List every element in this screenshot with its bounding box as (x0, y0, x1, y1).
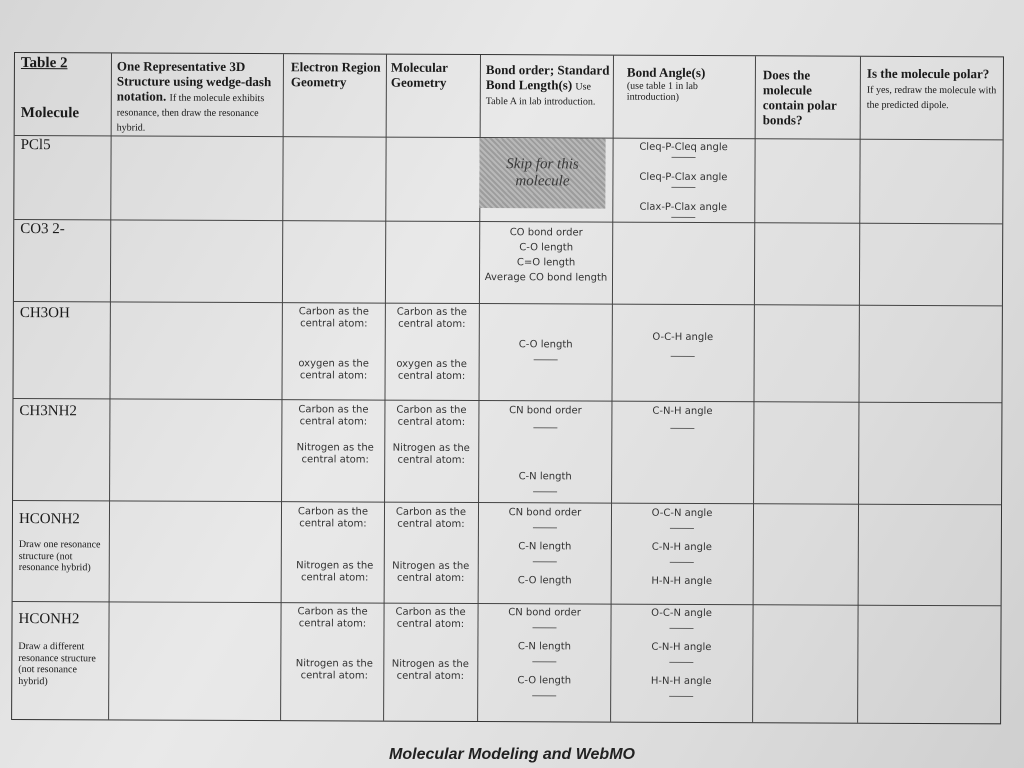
molecule-co3: CO3 2- (20, 221, 65, 238)
hconh2-a-molecular-carbon: Carbon as the central atom: (395, 506, 467, 530)
skip-box (479, 138, 605, 209)
table-2 (11, 52, 1004, 724)
answer-blank[interactable] (533, 427, 557, 428)
pcl5-angle-3 (614, 202, 752, 218)
answer-blank[interactable] (669, 695, 693, 696)
header-angle-note: (use table 1 in lab introduction) (626, 80, 698, 104)
answer-blank[interactable] (669, 661, 693, 662)
angle-label: Cleq-P-Cleq angle (639, 141, 728, 154)
molecule-hconh2-b: HCONH2 (18, 611, 80, 628)
ch3nh2-electron-carbon: Carbon as the central atom: (298, 404, 369, 428)
hconh2-a-molecular-nitrogen: Nitrogen as the central atom: (392, 560, 470, 584)
bond-label: CN bond order (509, 405, 582, 417)
hconh2-b-electron-carbon: Carbon as the central atom: (297, 606, 368, 630)
table-title: Table 2 (20, 55, 68, 72)
hconh2-a-bond-2 (479, 541, 611, 562)
hconh2-b-molecular-nitrogen: Nitrogen as the central atom: (391, 658, 469, 682)
angle-label: C-N-H angle (651, 541, 712, 554)
ch3oh-electron-oxygen: oxygen as the central atom: (298, 358, 369, 382)
hconh2-b-angle-1 (612, 608, 750, 629)
hconh2-a-bond-1 (479, 507, 611, 528)
answer-blank[interactable] (672, 156, 696, 157)
hconh2-b-bond-3 (478, 675, 610, 696)
hconh2-a-angle-3: H-N-H angle (651, 575, 713, 588)
answer-blank[interactable] (532, 627, 556, 628)
pcl5-angle-2 (614, 172, 752, 188)
bond-label: C-N length (518, 541, 572, 553)
angle-label: C-N-H angle (651, 641, 712, 654)
answer-blank[interactable] (533, 561, 557, 562)
header-polar (867, 67, 999, 112)
co3-bond-3: C=O length (516, 257, 576, 269)
header-polar-note: If yes, redraw the molecule with the predicted dipole. (866, 84, 997, 111)
header-angle-title: Bond Angle(s) (626, 64, 706, 81)
molecule-ch3oh: CH3OH (19, 305, 70, 322)
bond-label: C-O length (517, 675, 572, 687)
row-divider (13, 500, 1001, 505)
molecule-pcl5: PCl5 (20, 137, 51, 154)
answer-blank[interactable] (671, 216, 695, 217)
angle-label: O-C-N angle (651, 507, 713, 520)
co3-bond-1: CO bond order (509, 227, 583, 239)
hconh2-b-angle-3 (612, 676, 750, 697)
hconh2-b-angle-2 (612, 642, 750, 663)
hconh2-a-angle-2 (613, 542, 751, 563)
hconh2-b-note: Draw a different resonance structure (not resonance hybrid) (18, 641, 96, 687)
ch3nh2-electron-nitrogen: Nitrogen as the central atom: (296, 442, 374, 466)
header-polar-bonds: Does the molecule contain polar bonds? (762, 67, 837, 128)
skip-text: Skip for this molecule (506, 156, 579, 190)
molecule-hconh2-a: HCONH2 (18, 511, 80, 528)
ch3nh2-bond-2 (479, 471, 611, 492)
co3-bond-2: C-O length (519, 242, 574, 254)
bond-label: CN bond order (508, 607, 581, 619)
answer-blank[interactable] (533, 491, 557, 492)
col-divider (280, 54, 284, 720)
answer-blank[interactable] (532, 661, 556, 662)
hconh2-a-angle-1 (613, 508, 751, 529)
answer-blank[interactable] (671, 186, 695, 187)
answer-blank[interactable] (669, 627, 693, 628)
header-structure (117, 59, 279, 134)
ch3oh-bond (480, 339, 612, 360)
hconh2-b-molecular-carbon: Carbon as the central atom: (395, 606, 466, 630)
answer-blank[interactable] (532, 695, 556, 696)
hconh2-a-electron-nitrogen: Nitrogen as the central atom: (296, 560, 374, 584)
header-bond-note: Use Table A in lab introduction. (485, 81, 596, 108)
angle-label: C-N-H angle (652, 405, 713, 418)
header-structure-title: One Representative 3D Structure using wedge-dash notation. (116, 58, 272, 104)
bond-label: CN bond order (508, 507, 582, 519)
answer-blank[interactable] (670, 561, 694, 562)
answer-blank[interactable] (533, 527, 557, 528)
answer-blank[interactable] (670, 427, 694, 428)
ch3nh2-bond-1 (479, 405, 611, 428)
answer-blank[interactable] (670, 527, 694, 528)
col-divider (752, 56, 756, 722)
bond-label: C-O length (518, 339, 573, 351)
molecule-ch3nh2: CH3NH2 (19, 403, 77, 420)
angle-label: O-C-H angle (652, 331, 714, 344)
angle-label: Cleq-P-Clax angle (639, 171, 728, 184)
ch3oh-electron-carbon: Carbon as the central atom: (298, 306, 369, 330)
pcl5-angle-1 (615, 142, 753, 158)
angle-label: O-C-N angle (651, 607, 712, 620)
hconh2-b-bond-1 (478, 607, 610, 628)
row-divider (13, 398, 1001, 403)
answer-blank[interactable] (534, 359, 558, 360)
header-electron: Electron Region Geometry (290, 59, 381, 90)
header-bond (486, 63, 610, 108)
ch3nh2-molecular-nitrogen: Nitrogen as the central atom: (392, 442, 470, 466)
ch3oh-angle (614, 332, 752, 357)
angle-label: Clax-P-Clax angle (639, 201, 728, 214)
hconh2-a-bond-3: C-O length (517, 575, 572, 587)
header-molecular: Molecular Geometry (390, 59, 448, 90)
header-angle (627, 66, 751, 104)
row-divider (14, 301, 1002, 306)
bond-label: C-N length (517, 641, 571, 653)
hconh2-b-bond-2 (478, 641, 610, 662)
row-divider (13, 601, 1001, 606)
co3-bond-4: Average CO bond length (484, 272, 608, 284)
hconh2-a-electron-carbon: Carbon as the central atom: (297, 506, 369, 530)
col-divider (857, 57, 861, 723)
ch3nh2-molecular-carbon: Carbon as the central atom: (396, 404, 467, 428)
page-footer: Molecular Modeling and WebMO (389, 746, 635, 763)
bond-label: C-N length (518, 471, 572, 483)
answer-blank[interactable] (671, 355, 695, 356)
ch3oh-molecular-oxygen: oxygen as the central atom: (396, 358, 467, 382)
header-molecule: Molecule (20, 105, 80, 122)
header-structure-note: If the molecule exhibits resonance, then draw the resonance hybrid. (116, 92, 265, 134)
hconh2-a-note: Draw one resonance structure (not resonance hybrid) (18, 539, 101, 574)
ch3nh2-angle (613, 406, 751, 429)
angle-label: H-N-H angle (650, 675, 712, 688)
ch3oh-molecular-carbon: Carbon as the central atom: (396, 306, 467, 330)
header-polar-title: Is the molecule polar? (866, 65, 990, 82)
col-divider (108, 53, 112, 719)
hconh2-b-electron-nitrogen: Nitrogen as the central atom: (295, 658, 373, 682)
row-divider (14, 219, 1002, 224)
header-bond-title: Bond order; Standard Bond Length(s) (485, 62, 610, 93)
